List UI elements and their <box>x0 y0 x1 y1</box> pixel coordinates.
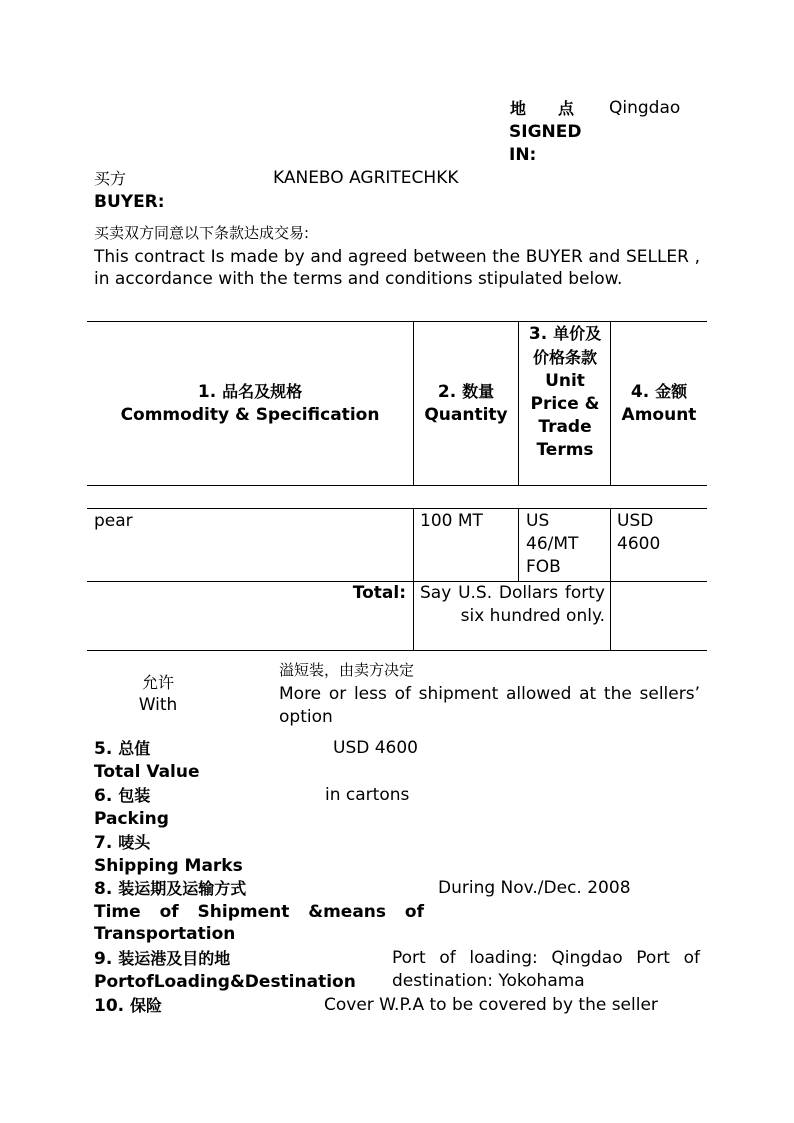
term-total-value-label-zh: 5. 总值 <box>94 739 151 759</box>
term-insurance-label-zh: 10. 保险 <box>94 996 163 1016</box>
row-price: US 46/MT FOB <box>526 511 579 577</box>
header-commodity-num: 1. <box>197 382 217 402</box>
term-shipment-value: During Nov./Dec. 2008 <box>438 878 631 898</box>
term-total-value: USD 4600 <box>333 738 418 758</box>
header-price <box>524 322 606 462</box>
header-quantity-zh: 数量 <box>462 382 495 401</box>
table-bottom-border <box>87 650 707 651</box>
term-ports-value: Port of loading: Qingdao Port of destination: Yokohama <box>392 948 700 991</box>
row-amount: USD 4600 <box>617 511 661 554</box>
table-divider <box>610 508 611 650</box>
signed-in-value: Qingdao <box>609 98 681 118</box>
header-commodity-zh: 品名及规格 <box>222 382 303 401</box>
row-commodity: pear <box>94 511 133 531</box>
header-price-num: 3. <box>528 324 548 344</box>
buyer-label-en: BUYER: <box>94 192 165 212</box>
table-divider <box>413 508 414 650</box>
table-row-top-border <box>87 508 707 509</box>
header-amount-en: Amount <box>621 405 697 425</box>
allowance-text-en: More or less of shipment allowed at the sellers’ option <box>279 684 700 727</box>
signed-in-label-zh: 地 点 <box>510 99 575 118</box>
header-amount <box>612 380 706 427</box>
table-divider <box>610 321 611 485</box>
term-packing-label-zh: 6. 包装 <box>94 786 151 806</box>
header-price-zh: 单价及价格条款 <box>532 324 602 367</box>
header-price-en: Unit Price & Trade Terms <box>530 371 600 460</box>
allowance-text-zh: 溢短装，由卖方决定 <box>279 661 415 679</box>
row-quantity: 100 MT <box>420 511 483 531</box>
header-commodity <box>94 380 406 427</box>
table-divider <box>518 508 519 581</box>
term-total-value-label-en: Total Value <box>94 762 200 782</box>
term-ports-label-en: PortofLoading&Destination <box>94 972 356 992</box>
intro-zh: 买卖双方同意以下条款达成交易: <box>94 224 310 242</box>
term-marks-label-en: Shipping Marks <box>94 856 243 876</box>
total-label: Total: <box>352 583 406 603</box>
term-ports-label-zh: 9. 装运港及目的地 <box>94 949 231 969</box>
header-quantity-en: Quantity <box>424 405 508 425</box>
table-divider <box>518 321 519 485</box>
term-shipment-label-zh: 8. 装运期及运输方式 <box>94 879 247 899</box>
header-amount-zh: 金额 <box>655 382 688 401</box>
header-amount-num: 4. <box>630 382 650 402</box>
allowance-label-zh: 允许 <box>141 673 174 692</box>
header-commodity-en: Commodity & Specification <box>120 405 380 425</box>
header-quantity <box>415 380 517 427</box>
total-value: Say U.S. Dollars forty six hundred only. <box>420 583 605 626</box>
term-packing-value: in cartons <box>325 785 410 805</box>
allowance-label-en: With <box>138 695 178 715</box>
term-shipment-label-en: Time of Shipment &means of Transportation <box>94 902 424 944</box>
table-top-border <box>87 321 707 322</box>
header-quantity-num: 2. <box>437 382 457 402</box>
signed-in-label-en: SIGNED IN: <box>509 122 582 165</box>
term-packing-label-en: Packing <box>94 809 169 829</box>
table-header-border <box>87 485 707 486</box>
buyer-label-zh: 买方 <box>94 169 127 188</box>
allowance-label <box>120 671 196 717</box>
table-divider <box>413 321 414 485</box>
term-marks-label-zh: 7. 唛头 <box>94 833 151 853</box>
term-insurance-value: Cover W.P.A to be covered by the seller <box>324 995 658 1015</box>
intro-en: This contract Is made by and agreed between the BUYER and SELLER , in accordance with the terms and conditions stipulated below. <box>94 247 700 289</box>
buyer-value: KANEBO AGRITECHKK <box>273 168 459 188</box>
